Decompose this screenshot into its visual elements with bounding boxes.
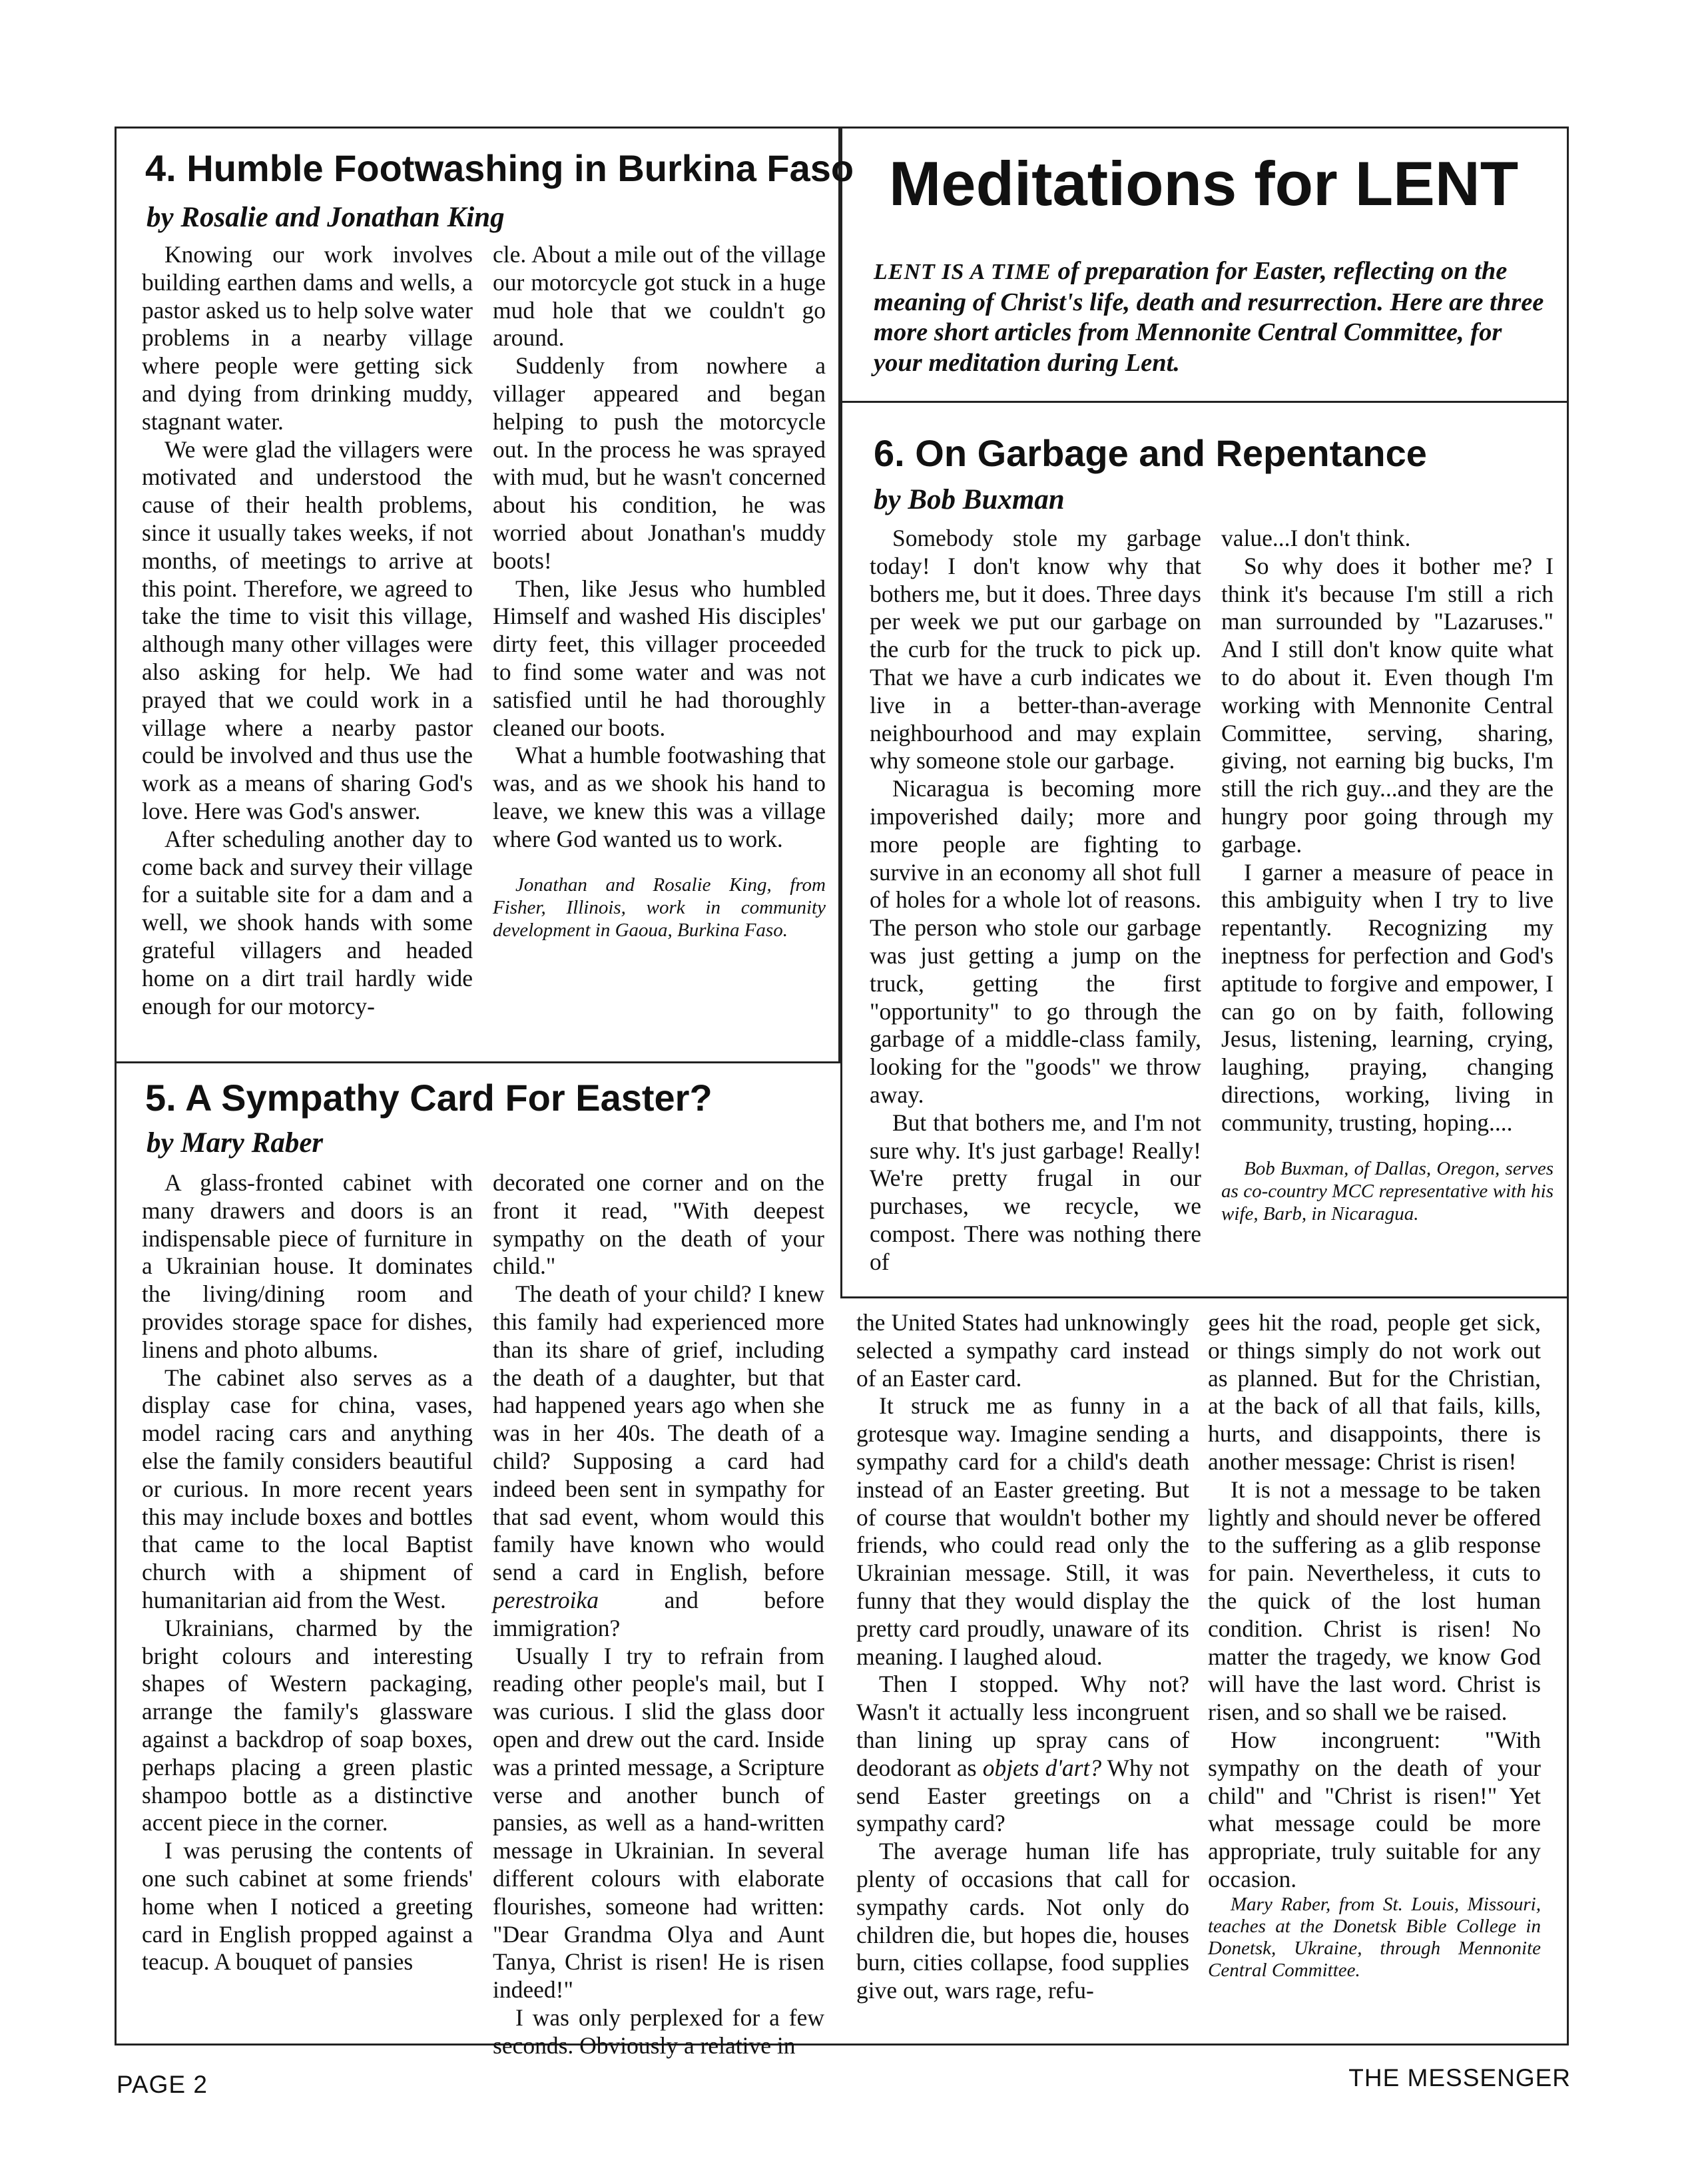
article5-text: and before immigration?: [493, 1586, 824, 1641]
article6-column-2: [1221, 525, 1554, 1225]
publication-name: THE MESSENGER: [1348, 2064, 1571, 2091]
article6-paragraph: But that bothers me, and I'm not sure why. It's just garbage! Really! We're pretty frugal in our purchases, we recycle, we compost. There was nothing there of: [870, 1109, 1201, 1275]
article5-paragraph: How incongruent: "With sympathy on the death of your child" and "Christ is risen!" Yet what message could be more appropriate, truly suitable for any occasion.: [1208, 1726, 1541, 1892]
article4-byline: by Rosalie and Jonathan King: [146, 202, 505, 233]
article5-paragraph: The average human life has plenty of occasions that call for sympathy cards. Not only do children die, but hopes die, houses burn, cities collapse, food supplies give out, wars rage, refu-: [856, 1838, 1189, 2004]
article5-paragraph: It is not a message to be taken lightly and should never be offered to the suffering as a glib response for pain. Nevertheless, it cuts to the quick of the lost human condition. Christ is risen! No matter the tragedy, we know God will have the last word. Christ is risen, and so shall we be raised.: [1208, 1476, 1541, 1726]
article4-paragraph: cle. About a mile out of the village our motorcycle got stuck in a huge mud hole that we couldn't go around.: [493, 241, 826, 352]
article4-column-1: [142, 241, 473, 1020]
article6-title: 6. On Garbage and Repentance: [874, 432, 1427, 474]
article5-paragraph: [856, 1671, 1189, 1838]
article6-byline: by Bob Buxman: [874, 484, 1065, 515]
article5-paragraph: [493, 1280, 824, 1642]
article6-author-credit: Bob Buxman, of Dallas, Oregon, serves as co-country MCC representative with his wife, Barb, in Nicaragua.: [1221, 1157, 1554, 1225]
article6-paragraph: I garner a measure of peace in this ambiguity when I try to live repentantly. Recognizing my ineptness for perfection and God's aptitude to forgive and empower, I can go on by faith, following Jesus, listening, learning, crying, laughing, praying, changing directions, working, living in community, trusting, hoping....: [1221, 858, 1554, 1136]
article5-paragraph: Ukrainians, charmed by the bright colours and interesting shapes of Western packaging, arrange the family's glassware against a backdrop of soap boxes, perhaps placing a green plastic shampoo bottle as a distinctive accent piece in the corner.: [142, 1614, 473, 1836]
article4-author-credit: Jonathan and Rosalie King, from Fisher, Illinois, work in community development in Gaoua, Burkina Faso.: [493, 874, 826, 941]
article4-paragraph: What a humble footwashing that was, and as we shook his hand to leave, we knew this was a village where God wanted us to work.: [493, 742, 826, 852]
article5-text: Why not send Easter greetings on a sympathy card?: [856, 1754, 1189, 1837]
article4-title: 4. Humble Footwashing in Burkina Faso: [145, 147, 854, 189]
article5-paragraph: The cabinet also serves as a display case for china, vases, model racing cars and anything else the family considers beautiful or curious. In more recent years this may include boxes and bottles that came to the local Baptist church with a shipment of humanitarian aid from the West.: [142, 1364, 473, 1613]
article6-paragraph: value...I don't think.: [1221, 525, 1411, 551]
article5-column-2: [493, 1169, 824, 2060]
article5-paragraph: Usually I try to refrain from reading other people's mail, but I was curious. I slid the glass door open and drew out the card. Inside was a printed message, a Scripture verse and another bunch of pansies, as well as a hand-written message in Ukrainian. In several different colours with elaborate flourishes, someone had written: "Dear Grandma Olya and Aunt Tanya, Christ is risen! He is risen indeed!": [493, 1642, 824, 2004]
article4-paragraph: Then, like Jesus who humbled Himself and washed His disciples' dirty feet, this villager proceeded to find some water and was not satisfied until he had thoroughly cleaned our boots.: [493, 575, 826, 741]
meditations-intro: [874, 256, 1546, 378]
article6-column-1: [870, 525, 1201, 1276]
article5-paragraph: A glass-fronted cabinet with many drawers and doors is an indispensable piece of furniture in a Ukrainian house. It dominates the living/dining room and provides storage space for dishes, linens and photo albums.: [142, 1169, 473, 1363]
article5-byline: by Mary Raber: [146, 1127, 324, 1159]
article5-text: The death of your child? I knew this family had experienced more than its share of grief, including the death of a daughter, but that had happened years ago when she was in her 40s. The death of a child? Supposing a card had indeed been sent in sympathy for that sad event, whom would this family have known who would send a card in English, before: [493, 1280, 824, 1586]
article5-paragraph: It struck me as funny in a grotesque way. Imagine sending a sympathy card for a child's death instead of an Easter greeting. But of course that wouldn't bother my friends, who could read only the Ukrainian message. Still, it was funny that they would display the pretty card proudly, unaware of its meaning. I laughed aloud.: [856, 1392, 1189, 1670]
meditations-intro-lead: LENT IS A TIME: [874, 260, 1051, 284]
article4-column-2: [493, 241, 826, 942]
meditations-intro-text: of preparation for Easter, reflecting on the meaning of Christ's life, death and resurrection. Here are three more short articles from Mennonite Central Committee, for your meditation during Lent.: [874, 257, 1544, 377]
article6-paragraph: So why does it bother me? I think it's because I'm still a rich man surrounded by "Lazaruses." And I still don't know quite what to do about it. Even though I'm working with Mennonite Central Committee, serving, sharing, giving, not earning big bucks, I'm still the rich guy...and they are the hungry poor going through my garbage.: [1221, 552, 1554, 858]
article5-text: Then I stopped. Why not? Wasn't it actually less incongruent than lining up spray cans of deodorant as: [856, 1671, 1189, 1781]
page-number: PAGE 2: [117, 2071, 208, 2098]
article4-paragraph: Knowing our work involves building earthen dams and wells, a pastor asked us to help solve water problems in a nearby village where people were getting sick and dying from drinking muddy, stagnant water.: [142, 241, 473, 435]
article5-column-4: [1208, 1309, 1541, 1982]
article6-paragraph: Nicaragua is becoming more impoverished daily; more and more people are fighting to survive in an economy all shot full of holes for a whole lot of reasons. The person who stole our garbage was just getting a jump on the truck, getting the first "opportunity" to go through the garbage of a middle-class family, looking for the "goods" we throw away.: [870, 775, 1201, 1108]
article4-paragraph: Suddenly from nowhere a villager appeared and began helping to push the motorcycle out. In the process he was sprayed with mud, but he wasn't concerned about his condition, he was worried about Jonathan's muddy boots!: [493, 352, 826, 574]
article5-paragraph: the United States had unknowingly selected a sympathy card instead of an Easter card.: [856, 1309, 1189, 1392]
article5-paragraph: I was perusing the contents of one such cabinet at some friends' home when I noticed a greeting card in English propped against a teacup. A bouquet of pansies: [142, 1837, 473, 1976]
article5-paragraph: decorated one corner and on the front it read, "With deepest sympathy on the death of your child.": [493, 1169, 824, 1280]
article5-author-credit: Mary Raber, from St. Louis, Missouri, teaches at the Donetsk Bible College in Donetsk, Ukraine, through Mennonite Central Committee.: [1208, 1893, 1541, 1981]
article5-column-3: [856, 1309, 1189, 2005]
article5-emphasis: objets d'art?: [982, 1754, 1102, 1781]
article5-emphasis: perestroika: [493, 1586, 599, 1613]
meditations-title: Meditations for LENT: [889, 148, 1519, 218]
article5-title: 5. A Sympathy Card For Easter?: [145, 1077, 712, 1119]
article6-paragraph: Somebody stole my garbage today! I don't know why that bothers me, but it does. Three days per week we put our garbage on the curb for the truck to pick up. That we have a curb indicates we live in a better-than-average neighbourhood and may explain why someone stole our garbage.: [870, 525, 1201, 774]
article5-paragraph: gees hit the road, people get sick, or things simply do not work out as planned. But for the Christian, at the back of all that fails, kills, hurts, and disappoints, there is another message: Christ is risen!: [1208, 1309, 1541, 1475]
article4-paragraph: We were glad the villagers were motivated and understood the cause of their health problems, since it usually takes weeks, if not months, of meetings to arrive at this point. Therefore, we agreed to take the time to visit this village, although many other villages were also asking for help. We had prayed that we could work in a village where a nearby pastor could be involved and thus use the work as a means of sharing God's love. Here was God's answer.: [142, 435, 473, 824]
article4-paragraph: After scheduling another day to come back and survey their village for a suitable site for a dam and a well, we shook hands with some grateful villagers and headed home on a dirt trail hardly wide enough for our motorcy-: [142, 825, 473, 1019]
article5-paragraph: I was only perplexed for a few seconds. Obviously a relative in: [493, 2004, 824, 2059]
article5-column-1: [142, 1169, 473, 1976]
